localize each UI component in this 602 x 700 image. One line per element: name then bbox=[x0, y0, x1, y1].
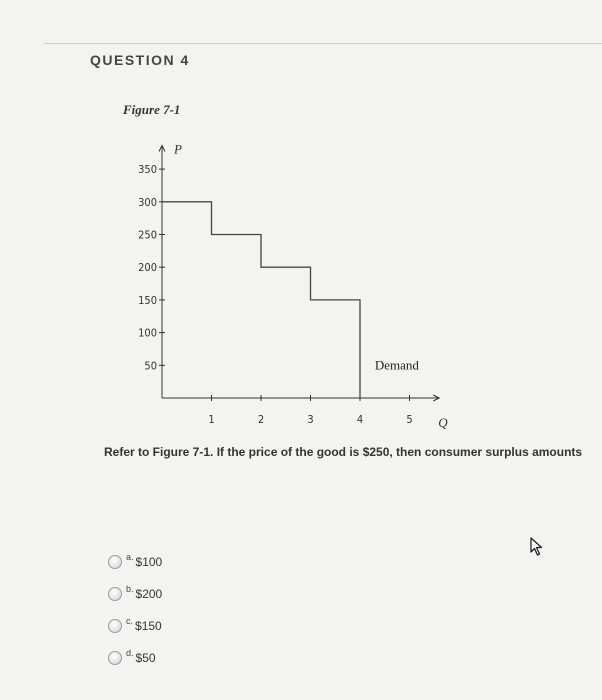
figure-caption: Figure 7-1 bbox=[123, 102, 181, 117]
x-axis-label: Q bbox=[438, 415, 448, 430]
y-tick-label: 50 bbox=[144, 359, 157, 373]
answer-radio-d[interactable] bbox=[108, 651, 122, 665]
demand-chart bbox=[100, 130, 460, 435]
y-tick-label: 200 bbox=[138, 261, 157, 275]
y-axis-label: P bbox=[174, 141, 182, 157]
question-title: QUESTION 4 bbox=[90, 52, 190, 68]
answer-choice-c[interactable] bbox=[108, 614, 162, 638]
answer-choice-a[interactable] bbox=[108, 550, 162, 574]
question-divider bbox=[44, 43, 602, 44]
answer-radio-a[interactable] bbox=[108, 555, 122, 569]
x-tick-label: 5 bbox=[406, 413, 413, 426]
answer-radio-c[interactable] bbox=[108, 619, 122, 633]
answer-letter-b: b. bbox=[126, 584, 134, 594]
y-tick-label: 250 bbox=[138, 228, 157, 242]
demand-label: Demand bbox=[374, 357, 419, 373]
answer-radio-b[interactable] bbox=[108, 587, 122, 601]
answer-value-b: $200 bbox=[135, 587, 163, 601]
answer-value-a: $100 bbox=[135, 555, 163, 569]
y-tick-label: 350 bbox=[138, 163, 157, 177]
x-tick-label: 4 bbox=[356, 413, 364, 426]
mouse-pointer-icon bbox=[529, 537, 547, 557]
y-tick-label: 300 bbox=[138, 195, 157, 209]
answer-letter-c: c. bbox=[126, 616, 134, 626]
answer-letter-a: a. bbox=[126, 552, 134, 562]
demand-curve bbox=[162, 202, 360, 398]
x-tick-label: 1 bbox=[208, 413, 215, 426]
y-tick-label: 150 bbox=[138, 293, 157, 307]
x-tick-label: 3 bbox=[307, 413, 314, 426]
question-prompt: Refer to Figure 7-1. If the price of the good is $250, then consumer surplus amounts bbox=[104, 445, 583, 459]
x-tick-label: 2 bbox=[257, 413, 265, 426]
answer-value-c: $150 bbox=[135, 619, 162, 633]
answer-choice-b[interactable] bbox=[108, 582, 162, 606]
answer-choice-d[interactable] bbox=[108, 646, 162, 670]
answer-letter-d: d. bbox=[126, 648, 134, 658]
y-tick-label: 100 bbox=[138, 326, 157, 340]
answer-choices bbox=[108, 550, 162, 678]
answer-value-d: $50 bbox=[135, 651, 156, 665]
